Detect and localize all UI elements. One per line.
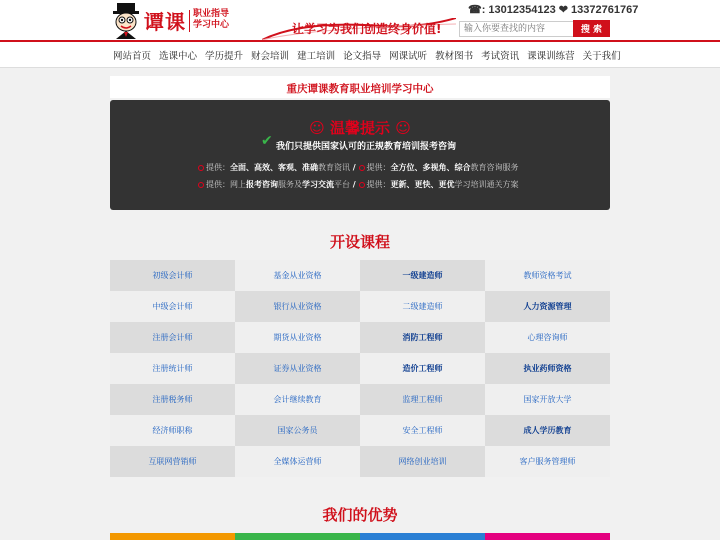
notice-bold: 全面、高效、客观、准确 bbox=[230, 163, 318, 172]
advantage-bar bbox=[360, 533, 485, 540]
notice-text: 服务及 bbox=[278, 180, 302, 189]
course-link[interactable]: 消防工程师 bbox=[360, 322, 485, 353]
course-link[interactable]: 会计继续教育 bbox=[235, 384, 360, 415]
notice-bold: 报考咨询 bbox=[246, 180, 278, 189]
notice-row-1 bbox=[198, 162, 528, 173]
courses-section bbox=[110, 228, 610, 477]
logo-subtitle-line1: 职业指导 bbox=[193, 9, 230, 19]
advantage-bar bbox=[235, 533, 360, 540]
center-title-bar bbox=[110, 76, 610, 98]
nav-item-course-center[interactable]: 选课中心 bbox=[159, 50, 198, 62]
advantages-title: 我们的优势 bbox=[322, 506, 398, 524]
courses-title: 开设课程 bbox=[329, 233, 390, 251]
course-link[interactable]: 中级会计师 bbox=[110, 291, 235, 322]
course-link[interactable]: 注册统计师 bbox=[110, 353, 235, 384]
advantage-bar bbox=[110, 533, 235, 540]
main-nav bbox=[0, 42, 720, 68]
notice-panel bbox=[110, 100, 610, 210]
course-link[interactable]: 国家开放大学 bbox=[485, 384, 610, 415]
course-link[interactable]: 客户服务管理师 bbox=[485, 446, 610, 477]
logo-text[interactable]: 谭课 bbox=[144, 10, 186, 34]
notice-row-2 bbox=[198, 179, 528, 190]
notice-bold: 全方位、多视角、综合 bbox=[390, 163, 471, 172]
bullet-icon bbox=[359, 182, 365, 188]
course-link[interactable]: 注册税务师 bbox=[110, 384, 235, 415]
center-title: 重庆谭课教育职业培训学习中心 bbox=[286, 83, 434, 95]
course-link[interactable]: 教师资格考试 bbox=[485, 260, 610, 291]
nav-item-camp[interactable]: 课课训练营 bbox=[527, 50, 575, 62]
course-link[interactable]: 基金从业资格 bbox=[235, 260, 360, 291]
course-link[interactable]: 互联网营销师 bbox=[110, 446, 235, 477]
notice-text: 提供： bbox=[366, 163, 391, 172]
course-link[interactable]: 造价工程师 bbox=[360, 353, 485, 384]
notice-title: ☺ 温馨提示 ☺ bbox=[309, 119, 411, 137]
course-link[interactable]: 期货从业资格 bbox=[235, 322, 360, 353]
nav-item-thesis[interactable]: 论文指导 bbox=[343, 50, 382, 62]
notice-text: 提供： bbox=[366, 180, 391, 189]
slogan-text: 让学习为我们创造终身价值! bbox=[292, 22, 442, 36]
nav-item-construction[interactable]: 建工培训 bbox=[297, 50, 336, 62]
nav-item-trial[interactable]: 网课试听 bbox=[389, 50, 428, 62]
notice-text: 提供： bbox=[206, 163, 230, 172]
logo-subtitle-line2: 学习中心 bbox=[193, 20, 230, 30]
notice-separator: / bbox=[350, 180, 359, 189]
nav-item-accounting[interactable]: 财会培训 bbox=[251, 50, 290, 62]
search-input[interactable] bbox=[459, 21, 581, 37]
course-link[interactable]: 监理工程师 bbox=[360, 384, 485, 415]
courses-header bbox=[110, 228, 610, 260]
bullet-icon bbox=[359, 165, 365, 171]
course-link[interactable]: 国家公务员 bbox=[235, 415, 360, 446]
course-link[interactable]: 二级建造师 bbox=[360, 291, 485, 322]
notice-subtitle: 我们只提供国家认可的正规教育培训报考咨询 bbox=[276, 142, 457, 152]
phone-numbers: ☎: 13012354123 ❤ 13372761767 bbox=[468, 4, 639, 16]
course-link[interactable]: 人力资源管理 bbox=[485, 291, 610, 322]
logo-subtitle bbox=[193, 9, 229, 31]
course-link[interactable]: 注册会计师 bbox=[110, 322, 235, 353]
search-button[interactable]: 搜 索 bbox=[573, 20, 610, 37]
advantages-section bbox=[110, 493, 610, 540]
notice-text: 平台 bbox=[334, 180, 350, 189]
notice-text: 教育资讯 bbox=[318, 163, 350, 172]
course-link[interactable]: 一级建造师 bbox=[360, 260, 485, 291]
advantage-bar bbox=[485, 533, 610, 540]
course-link[interactable]: 执业药师资格 bbox=[485, 353, 610, 384]
course-link[interactable]: 安全工程师 bbox=[360, 415, 485, 446]
course-grid bbox=[110, 260, 610, 477]
course-link[interactable]: 网络创业培训 bbox=[360, 446, 485, 477]
notice-separator: / bbox=[350, 163, 359, 172]
mascot-logo-icon bbox=[111, 3, 141, 39]
check-icon: ✔ bbox=[261, 133, 273, 149]
course-link[interactable]: 证券从业资格 bbox=[235, 353, 360, 384]
course-link[interactable]: 初级会计师 bbox=[110, 260, 235, 291]
nav-item-exam-news[interactable]: 考试资讯 bbox=[481, 50, 520, 62]
notice-bold: 学习交流 bbox=[302, 180, 334, 189]
nav-item-home[interactable]: 网站首页 bbox=[113, 50, 152, 62]
notice-text: 提供：网上 bbox=[206, 180, 246, 189]
bullet-icon bbox=[198, 165, 204, 171]
course-link[interactable]: 成人学历教育 bbox=[485, 415, 610, 446]
notice-text: 教育咨询服务 bbox=[470, 163, 519, 172]
bullet-icon bbox=[198, 182, 204, 188]
course-link[interactable]: 银行从业资格 bbox=[235, 291, 360, 322]
notice-text: 学习培训通关方案 bbox=[454, 180, 519, 189]
nav-item-degree[interactable]: 学历提升 bbox=[205, 50, 244, 62]
nav-item-books[interactable]: 教材图书 bbox=[435, 50, 474, 62]
site-header bbox=[0, 0, 720, 40]
course-link[interactable]: 经济师职称 bbox=[110, 415, 235, 446]
course-link[interactable]: 心理咨询师 bbox=[485, 322, 610, 353]
course-link[interactable]: 全媒体运营师 bbox=[235, 446, 360, 477]
logo-divider bbox=[189, 10, 190, 32]
notice-bold: 更新、更快、更优 bbox=[390, 180, 455, 189]
nav-item-about[interactable]: 关于我们 bbox=[582, 50, 621, 62]
slogan-area bbox=[262, 18, 456, 40]
